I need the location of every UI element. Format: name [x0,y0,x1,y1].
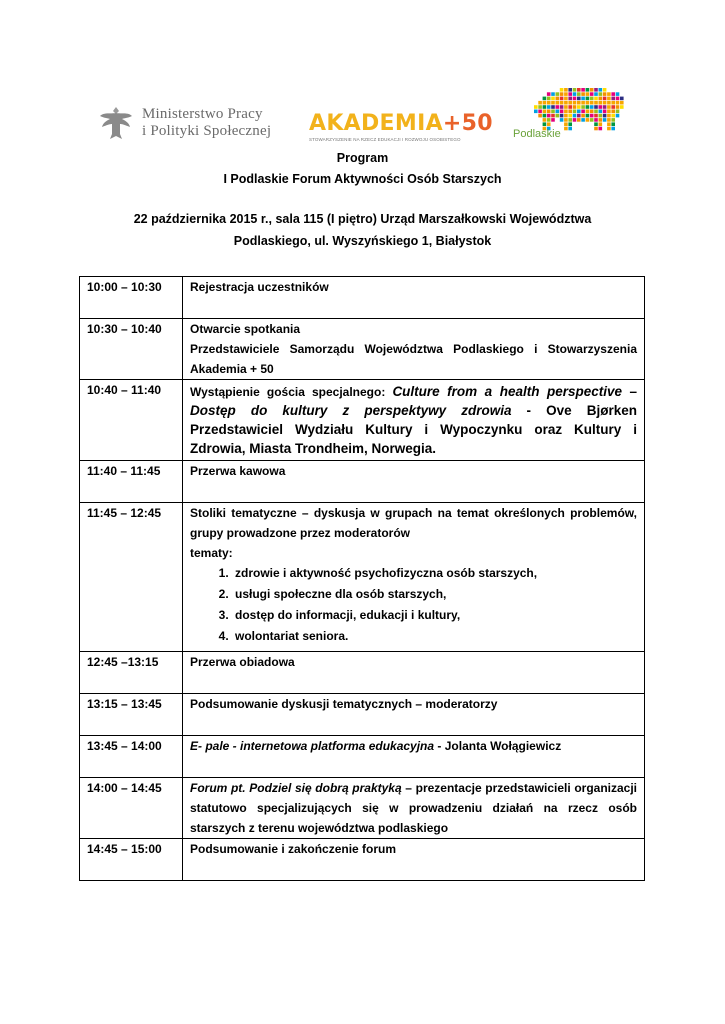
description-cell [183,736,645,778]
forum-practice-title: Forum pt. Podziel się dobrą praktyką [190,781,402,795]
description-cell: Rejestracja uczestników [183,277,645,319]
table-row [80,694,645,736]
akademia-subtitle: STOWARZYSZENIE NA RZECZ EDUKACJI I ROZWOJU OSOBISTEGO [309,137,461,142]
opening-speakers: Przedstawiciele Samorządu Województwa Podlaskiego i Stowarzyszenia Akademia + 50 [190,342,637,376]
time-cell: 12:45 –13:15 [80,652,183,694]
time-cell: 14:00 – 14:45 [80,778,183,839]
topics-label: tematy: [190,546,233,560]
time-cell: 10:30 – 10:40 [80,319,183,380]
description-cell [183,380,645,461]
ministry-name-line2: i Polityki Społecznej [142,123,272,139]
time-cell: 11:40 – 11:45 [80,461,183,503]
table-row [80,277,645,319]
list-item: 1. zdrowie i aktywność psychofizyczna osób starszych, [232,563,637,584]
time-cell: 13:45 – 14:00 [80,736,183,778]
description-cell [183,778,645,839]
time-cell: 10:00 – 10:30 [80,277,183,319]
table-row [80,380,645,461]
ministry-name-line1: Ministerstwo Pracy [142,106,263,122]
table-row [80,778,645,839]
guest-talk-title-en: Culture from a health perspective [392,384,622,399]
list-item: 2. usługi społeczne dla osób starszych, [232,584,637,605]
akademia-plus: +50 [442,111,493,136]
description-cell: Przerwa obiadowa [183,652,645,694]
guest-speaker: - Ove Bjørken Przedstawiciel Wydziału Kultury i Wypoczynku oraz Kultury i Zdrowia, Miasta Trondheim, Norwegia. [190,403,637,456]
schedule-table [79,276,645,881]
podlaskie-logo [512,88,627,148]
topics-list [190,563,637,647]
table-row [80,461,645,503]
podlaskie-label: Podlaskie [513,128,561,140]
opening-title: Otwarcie spotkania [190,322,301,336]
akademia-logo [309,112,493,142]
guest-talk-title-pl: Dostęp do kultury z perspektywy zdrowia [190,403,512,418]
description-cell: Podsumowanie i zakończenie forum [183,839,645,881]
time-cell: 13:15 – 13:45 [80,694,183,736]
time-cell: 11:45 – 12:45 [80,503,183,652]
time-cell: 10:40 – 11:40 [80,380,183,461]
guest-prefix: Wystąpienie gościa specjalnego: [190,385,386,399]
table-row [80,736,645,778]
description-cell: Przerwa kawowa [183,461,645,503]
table-row [80,503,645,652]
akademia-name: AKADEMIA [309,111,443,136]
ministry-logo [98,104,271,142]
round-tables-title: Stoliki tematyczne – dyskusja w grupach na temat określonych problemów, grupy prowadzone przez moderatorów [190,506,637,540]
table-row [80,652,645,694]
platform-title: E- pale - internetowa platforma edukacyjna [190,739,435,753]
platform-speaker: - Jolanta Wołągiewicz [434,739,562,753]
venue-line1: 22 października 2015 r., sala 115 (I piętro) Urząd Marszałkowski Województwa [133,212,592,226]
logo-bar [0,88,725,148]
venue-line2: Podlaskiego, ul. Wyszyńskiego 1, Białystok [233,234,492,248]
guest-dash: – [622,384,638,399]
eagle-emblem-icon [98,104,134,142]
description-cell [183,503,645,652]
table-row [80,839,645,881]
list-item: 3. dostęp do informacji, edukacji i kultury, [232,605,637,626]
program-title: Program [336,151,389,165]
description-cell: Podsumowanie dyskusji tematycznych – moderatorzy [183,694,645,736]
time-cell: 14:45 – 15:00 [80,839,183,881]
table-row [80,319,645,380]
list-item: 4. wolontariat seniora. [232,626,637,647]
description-cell [183,319,645,380]
forum-title: I Podlaskie Forum Aktywności Osób Starszych [223,172,502,186]
forum-practice-desc: – prezentacje przedstawicieli organizacji statutowo specjalizujących się w prowadzeniu działań na rzecz osób starszych z terenu województwa podlaskiego [190,781,637,835]
